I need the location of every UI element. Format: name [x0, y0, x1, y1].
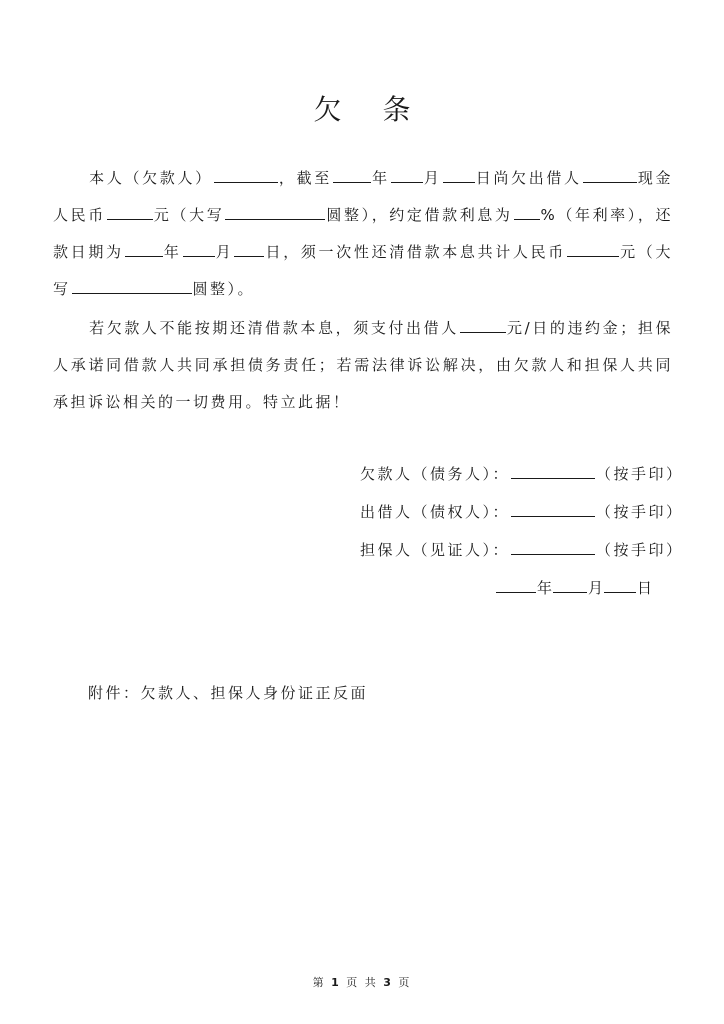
- text-year: 年: [371, 169, 390, 187]
- fingerprint-label: （按手印）: [596, 465, 684, 483]
- document-title: 欠 条: [313, 93, 427, 126]
- total-pages-number: 3: [383, 976, 393, 989]
- debtor-label: 欠款人（债务人）：: [360, 465, 511, 483]
- text-cash-rmb: 现金人民币: [53, 169, 673, 224]
- as-of-year-blank[interactable]: [333, 167, 371, 183]
- signature-debtor: [360, 463, 684, 484]
- sign-day-label: 日: [637, 579, 653, 597]
- text-penalty-intro: 若欠款人不能按期还清借款本息，须支付出借人: [89, 319, 459, 337]
- footer-prefix: 第: [312, 976, 326, 989]
- text-owe-lender: 日尚欠出借人: [475, 169, 582, 187]
- current-page-number: 1: [331, 976, 341, 989]
- footer-suffix: 页: [398, 976, 412, 989]
- attachment-note: 附件：欠款人、担保人身份证正反面: [88, 684, 369, 702]
- text-penalty-terms: 元/日的违约金；担保人承诺同借款人共同承担债务责任；若需法律诉讼解决，由欠款人和担保人共同承担诉讼相关的一切费用。特立此据！: [53, 319, 673, 411]
- signature-date: [495, 577, 652, 598]
- repay-day-blank[interactable]: [234, 241, 264, 257]
- page-footer: [0, 974, 724, 990]
- text-year-2: 年: [163, 243, 182, 261]
- lender-signature-blank[interactable]: [511, 501, 595, 517]
- debtor-name-blank[interactable]: [214, 167, 278, 183]
- penalty-amount-blank[interactable]: [460, 317, 506, 333]
- text-as-of: ，截至: [278, 169, 332, 187]
- text-yuan-capital-2: 元（大写: [53, 243, 673, 298]
- guarantor-label: 担保人（见证人）：: [360, 541, 511, 559]
- fingerprint-label: （按手印）: [596, 503, 684, 521]
- sign-month-label: 月: [588, 579, 604, 597]
- interest-rate-blank[interactable]: [514, 204, 540, 220]
- paragraph-loan-terms: [53, 160, 673, 308]
- text-total-rmb: 日，须一次性还清借款本息共计人民币: [265, 243, 566, 261]
- sign-year-label: 年: [537, 579, 553, 597]
- text-repay-date: %（年利率），还款日期为: [53, 206, 673, 261]
- text-debtor-label: 本人（欠款人）: [89, 169, 213, 187]
- paragraph-penalty: [53, 310, 673, 421]
- guarantor-signature-blank[interactable]: [511, 539, 595, 555]
- text-month-2: 月: [215, 243, 234, 261]
- signature-guarantor: [360, 539, 684, 560]
- as-of-day-blank[interactable]: [443, 167, 475, 183]
- sign-year-blank[interactable]: [496, 577, 536, 593]
- footer-mid: 页 共: [346, 976, 378, 989]
- total-capital-blank[interactable]: [72, 278, 192, 294]
- repay-year-blank[interactable]: [125, 241, 163, 257]
- debtor-signature-blank[interactable]: [511, 463, 595, 479]
- total-amount-blank[interactable]: [567, 241, 619, 257]
- repay-month-blank[interactable]: [183, 241, 215, 257]
- text-interest: 圆整），约定借款利息为: [326, 206, 513, 224]
- text-yuan-capital: 元（大写: [153, 206, 225, 224]
- sign-day-blank[interactable]: [604, 577, 636, 593]
- amount-blank[interactable]: [107, 204, 153, 220]
- sign-month-blank[interactable]: [553, 577, 587, 593]
- signature-lender: [360, 501, 684, 522]
- fingerprint-label: （按手印）: [596, 541, 684, 559]
- text-closing: 圆整）。: [192, 280, 256, 298]
- lender-name-blank[interactable]: [583, 167, 637, 183]
- text-month: 月: [423, 169, 442, 187]
- lender-label: 出借人（债权人）：: [360, 503, 511, 521]
- amount-capital-blank[interactable]: [225, 204, 325, 220]
- as-of-month-blank[interactable]: [391, 167, 423, 183]
